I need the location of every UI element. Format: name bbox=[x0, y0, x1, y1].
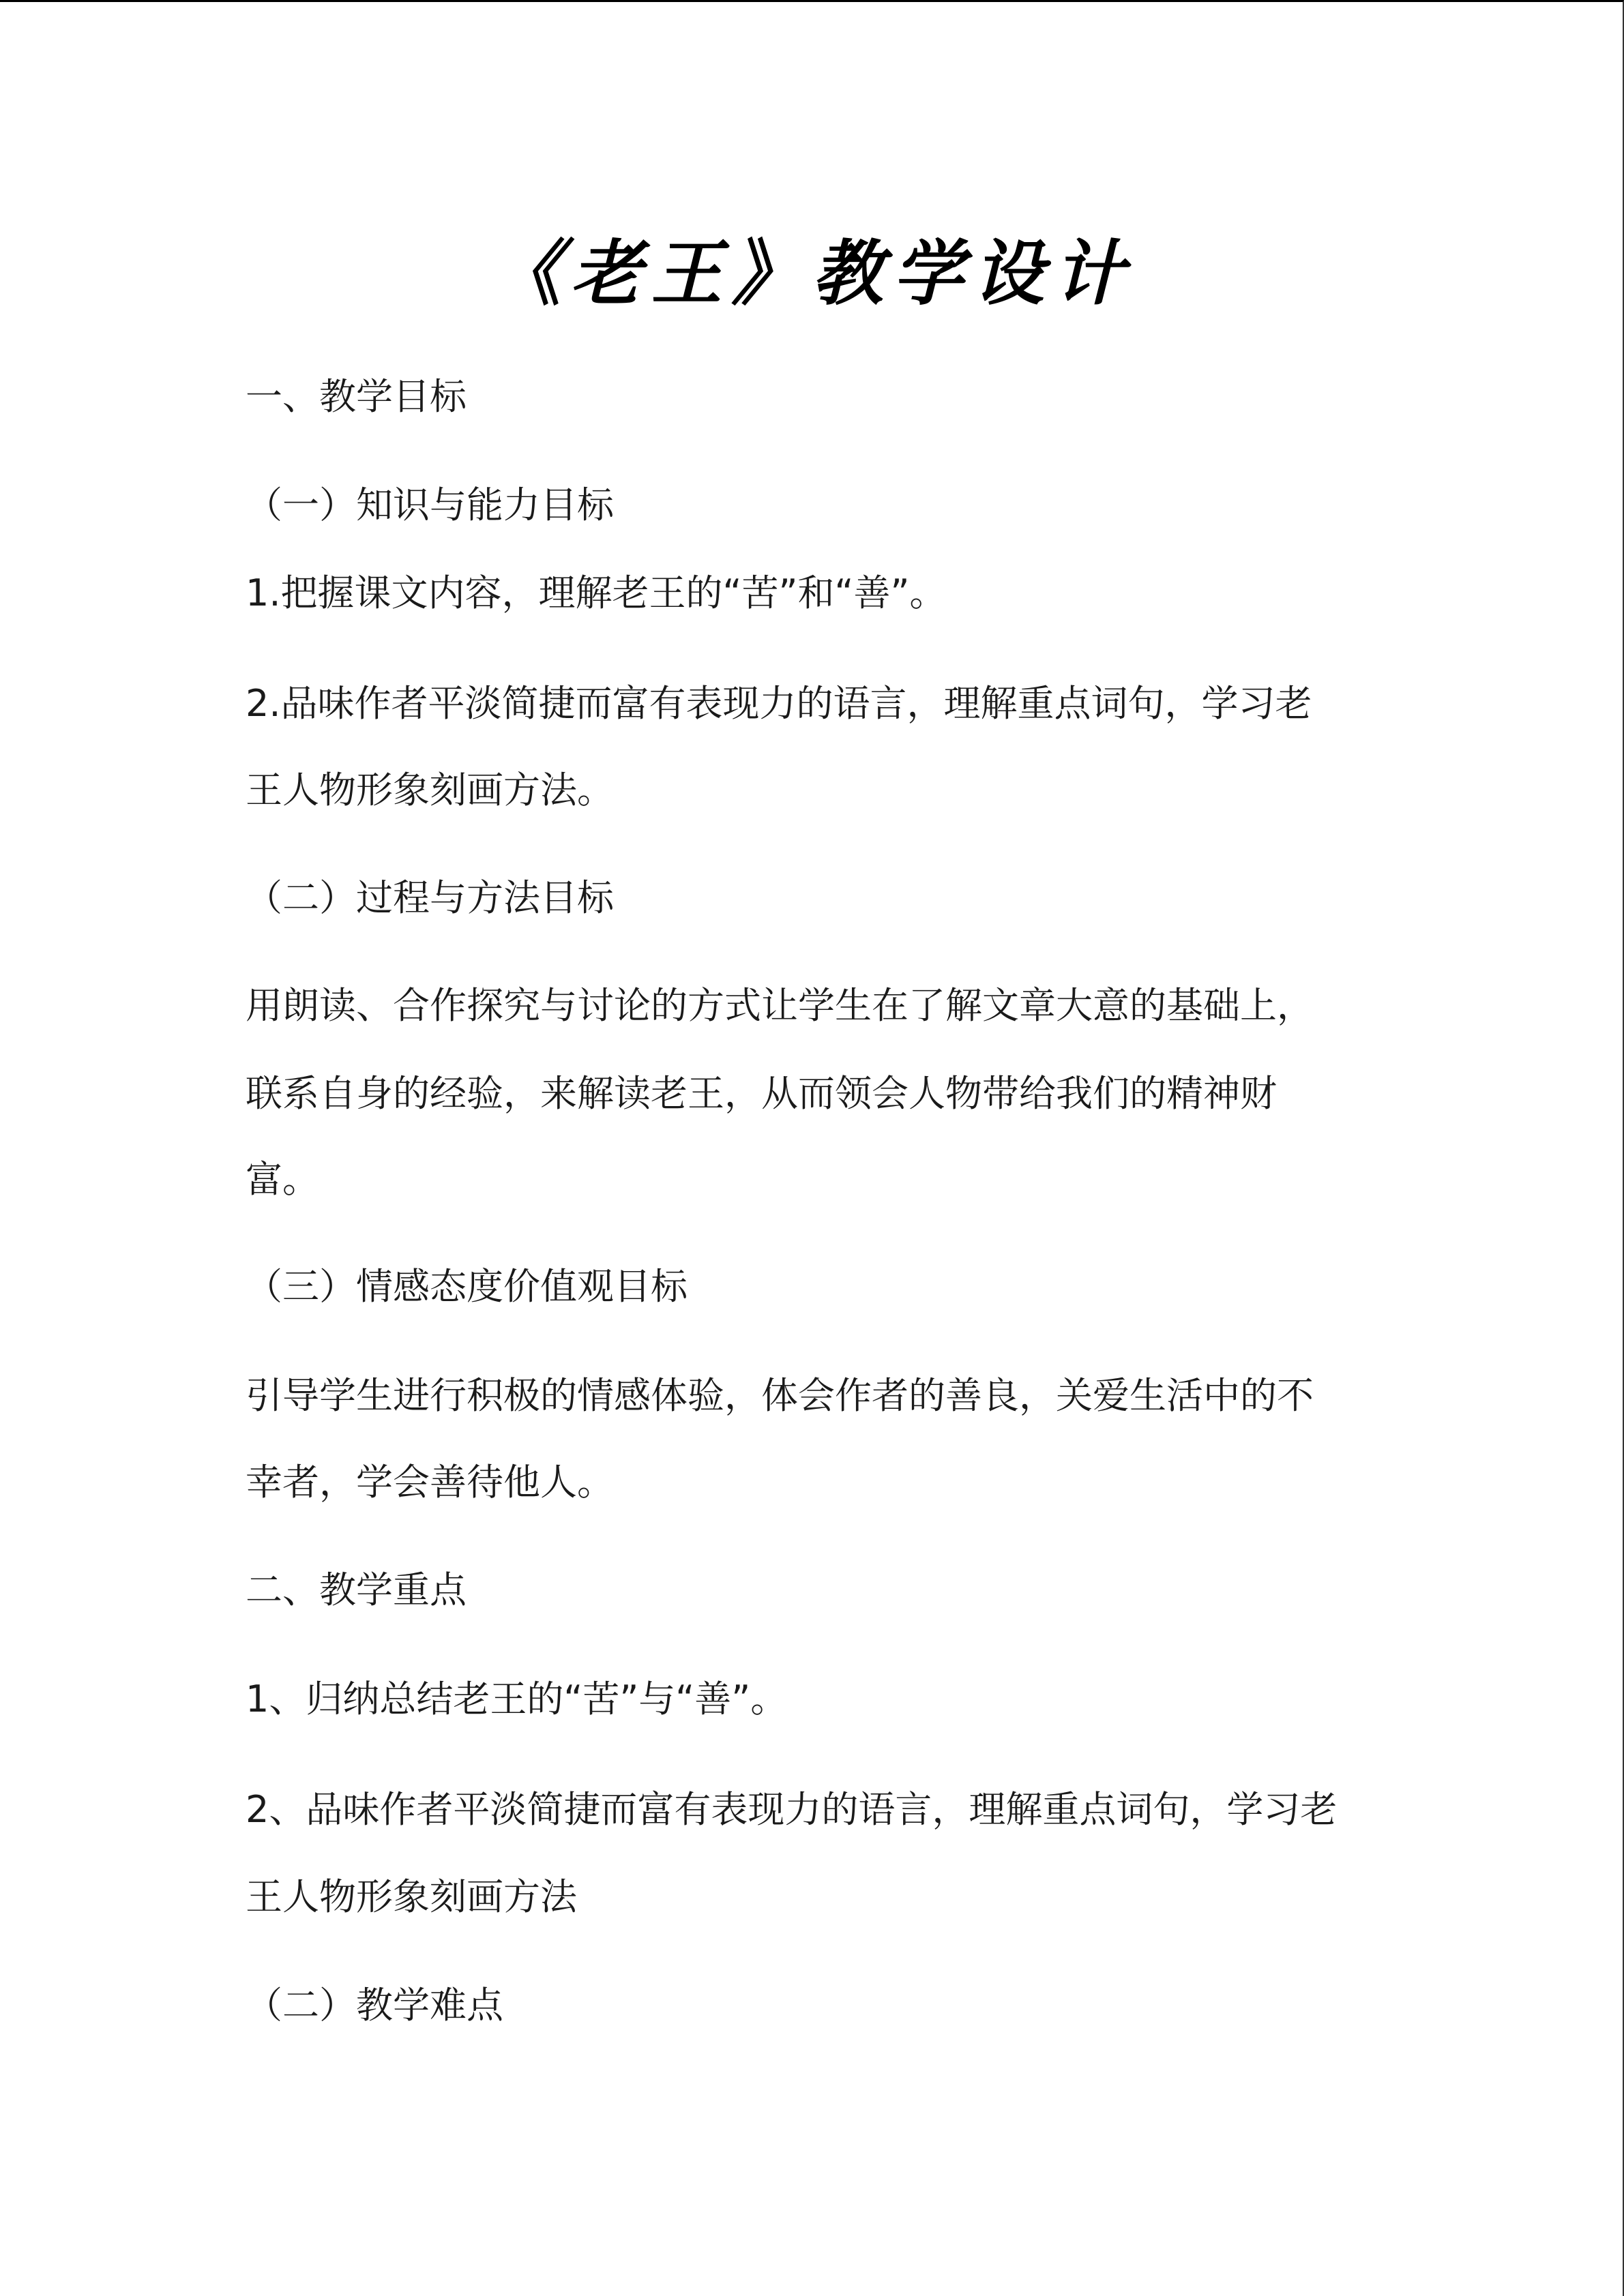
paragraph-line: 引导学生进行积极的情感体验，体会作者的善良，关爱生活中的不 bbox=[246, 1374, 1314, 1417]
paragraph-line: 2、品味作者平淡简捷而富有表现力的语言，理解重点词句，学习老 bbox=[246, 1788, 1338, 1831]
section-heading-goals: 一、教学目标 bbox=[246, 375, 467, 418]
subheading-knowledge-ability: （一）知识与能力目标 bbox=[246, 483, 614, 526]
paragraph-line: 富。 bbox=[246, 1158, 319, 1201]
section-heading-key-points: 二、教学重点 bbox=[246, 1568, 467, 1611]
document-title: 《老王》教学设计 bbox=[490, 231, 1134, 315]
paragraph-line: 用朗读、合作探究与讨论的方式让学生在了解文章大意的基础上， bbox=[246, 984, 1314, 1027]
paragraph-line: 1、归纳总结老王的“苦”与“善”。 bbox=[246, 1678, 788, 1720]
paragraph-line: 1.把握课文内容，理解老王的“苦”和“善”。 bbox=[246, 571, 947, 614]
subheading-emotion-values: （三）情感态度价值观目标 bbox=[246, 1265, 688, 1308]
paragraph-line: 幸者，学会善待他人。 bbox=[246, 1461, 614, 1504]
paragraph-line: 2.品味作者平淡简捷而富有表现力的语言，理解重点词句，学习老 bbox=[246, 682, 1312, 725]
paragraph-line: 联系自身的经验，来解读老王，从而领会人物带给我们的精神财 bbox=[246, 1072, 1277, 1115]
subheading-process-method: （二）过程与方法目标 bbox=[246, 876, 614, 919]
paragraph-line: 王人物形象刻画方法 bbox=[246, 1875, 577, 1918]
paragraph-line: 王人物形象刻画方法。 bbox=[246, 769, 614, 811]
subheading-difficulties: （二）教学难点 bbox=[246, 1984, 503, 2027]
